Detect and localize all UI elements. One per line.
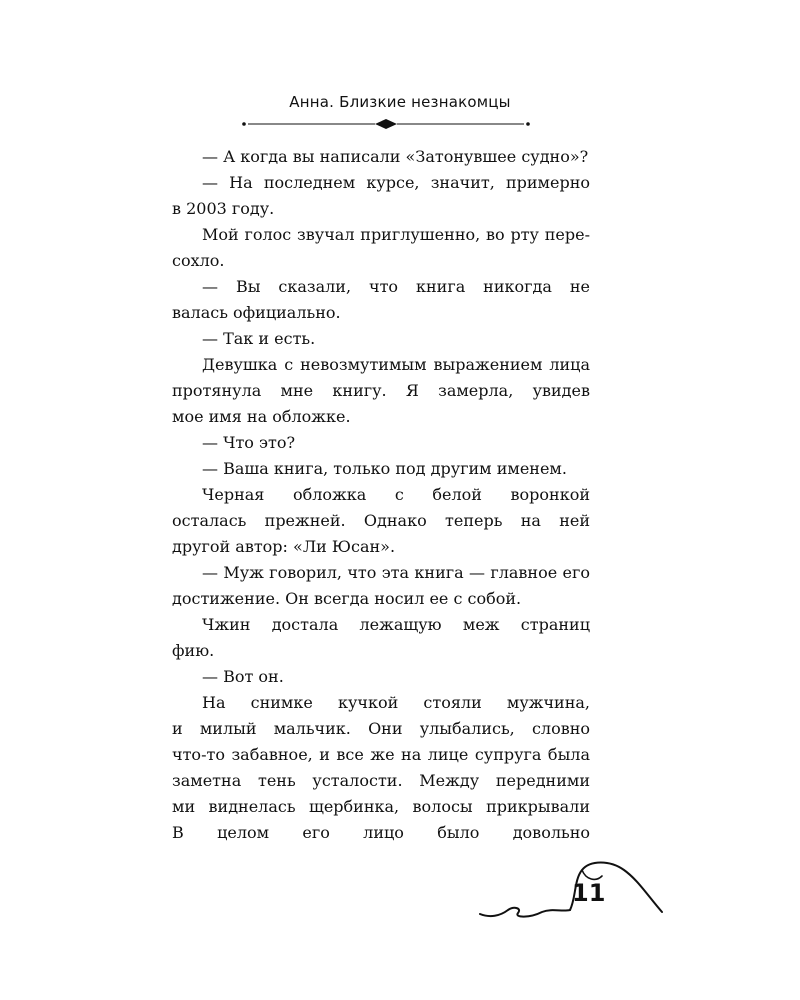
text-line: другой автор: «Ли Юсан». — [172, 537, 396, 556]
text-line: Девушка с невозмутимым выражением лица — [202, 355, 590, 374]
running-head-title: Анна. Близкие незнакомцы — [289, 93, 511, 111]
text-line: сохло. — [172, 251, 225, 270]
text-line: протянула мне книгу. Я замерла, увидев — [172, 381, 590, 400]
divider-ornament-icon — [240, 116, 532, 132]
text-line: и милый мальчик. Они улыбались, словно — [172, 719, 590, 738]
text-line: в 2003 году. — [172, 199, 275, 218]
text-line: фию. — [172, 641, 215, 660]
text-line: ми виднелась щербинка, волосы прикрывали — [172, 797, 590, 816]
body-text — [172, 144, 590, 846]
text-line: — Вы сказали, что книга никогда не — [202, 277, 590, 296]
text-line: осталась прежней. Однако теперь на ней — [172, 511, 590, 530]
text-line: мое имя на обложке. — [172, 407, 351, 426]
text-line: Мой голос звучал приглушенно, во рту пере- — [202, 225, 590, 244]
text-line: — А когда вы написали «Затонувшее судно»? — [202, 147, 589, 166]
text-line: что-то забавное, и все же на лице супруга была — [172, 745, 590, 764]
text-line: — Что это? — [202, 433, 296, 452]
text-line: — Муж говорил, что эта книга — главное его — [202, 563, 590, 582]
text-line: На снимке кучкой стояли мужчина, — [202, 693, 590, 712]
text-line: — Вот он. — [202, 667, 284, 686]
text-line: Черная обложка с белой воронкой — [202, 485, 590, 504]
text-line: валась официально. — [172, 303, 341, 322]
text-line: В целом его лицо было довольно — [172, 823, 590, 842]
text-line: — Так и есть. — [202, 329, 316, 348]
text-line: Чжин достала лежащую меж страниц — [202, 615, 590, 634]
page-number: 11 — [572, 879, 606, 907]
text-line: — На последнем курсе, значит, примерно — [202, 173, 590, 192]
text-line: — Ваша книга, только под другим именем. — [202, 459, 567, 478]
text-line: заметна тень усталости. Между передними — [172, 771, 590, 790]
text-line: достижение. Он всегда носил ее с собой. — [172, 589, 522, 608]
